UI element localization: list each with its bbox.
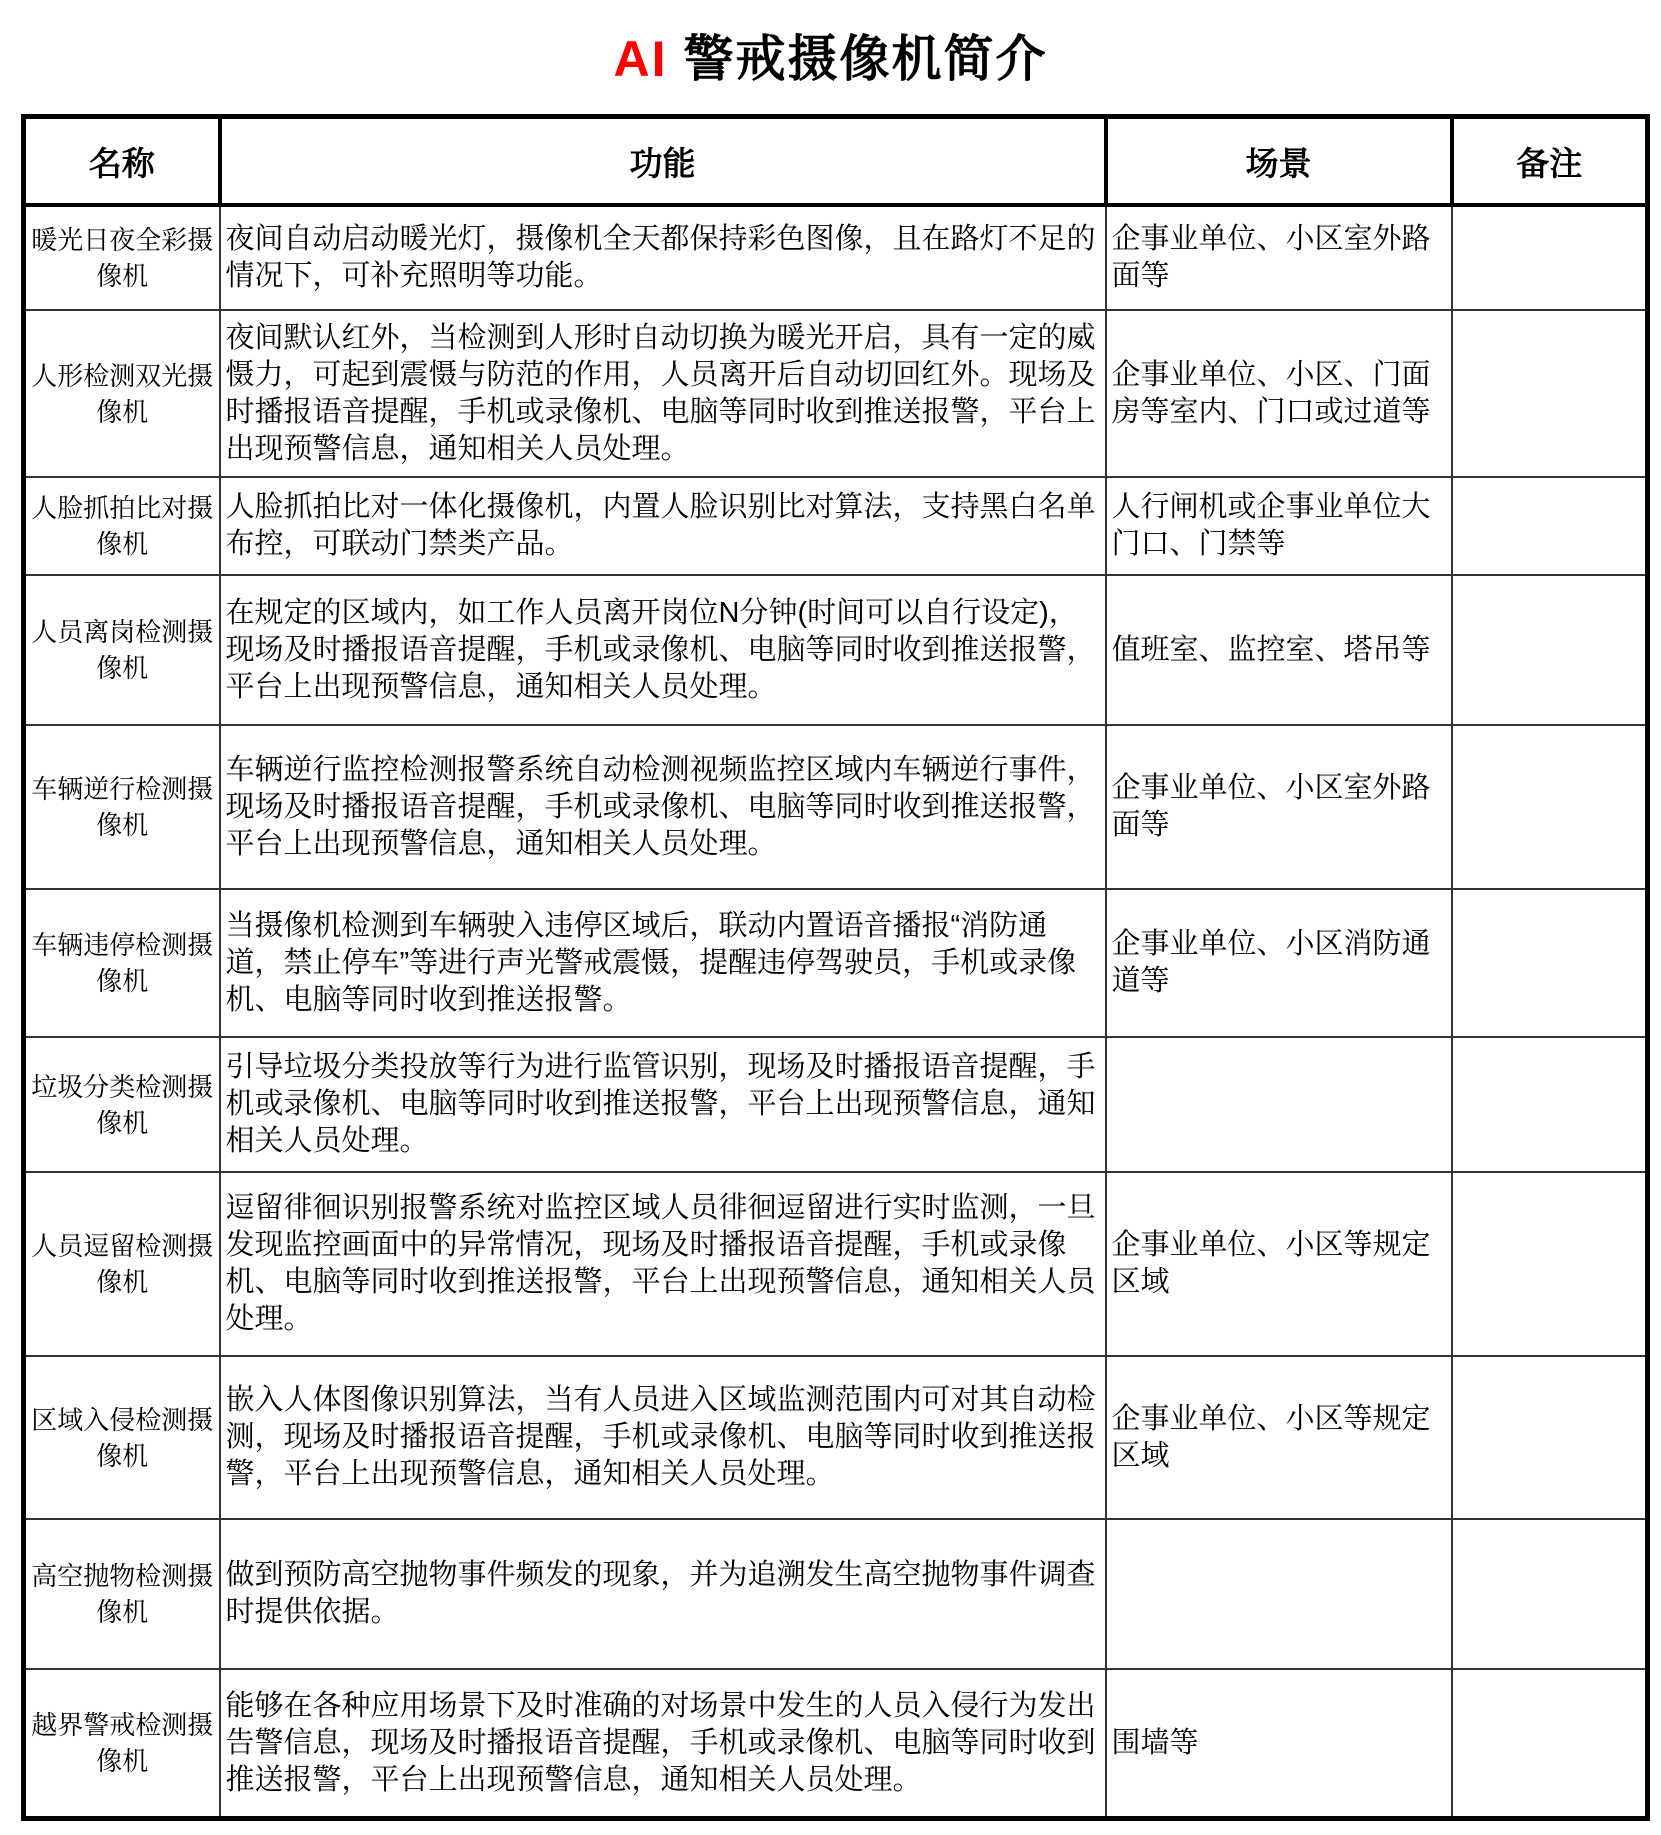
header-function: 功能 [220,117,1106,206]
table-row [24,1356,1648,1519]
note-cell [1452,575,1648,725]
title-text: 警戒摄像机简介 [667,31,1048,87]
note-cell [1452,1356,1648,1519]
header-row [24,117,1648,206]
note-cell [1452,1669,1648,1819]
table-row [24,575,1648,725]
header-note: 备注 [1452,117,1648,206]
table-row [24,310,1648,477]
table-body [24,205,1648,1819]
name-cell: 人脸抓拍比对摄像机 [24,477,220,575]
function-cell: 嵌入人体图像识别算法，当有人员进入区域监测范围内可对其自动检测，现场及时播报语音提醒，手机或录像机、电脑等同时收到推送报警，平台上出现预警信息，通知相关人员处理。 [220,1356,1106,1519]
name-cell: 车辆违停检测摄像机 [24,889,220,1037]
function-cell: 逗留徘徊识别报警系统对监控区域人员徘徊逗留进行实时监测，一旦发现监控画面中的异常情况，现场及时播报语音提醒，手机或录像机、电脑等同时收到推送报警，平台上出现预警信息，通知相关人员处理。 [220,1172,1106,1356]
function-cell: 车辆逆行监控检测报警系统自动检测视频监控区域内车辆逆行事件，现场及时播报语音提醒，手机或录像机、电脑等同时收到推送报警，平台上出现预警信息，通知相关人员处理。 [220,725,1106,889]
scene-cell: 企事业单位、小区消防通道等 [1106,889,1452,1037]
scene-cell: 企事业单位、小区等规定区域 [1106,1356,1452,1519]
name-cell: 人员离岗检测摄像机 [24,575,220,725]
function-cell: 在规定的区域内，如工作人员离开岗位N分钟(时间可以自行设定)，现场及时播报语音提醒，手机或录像机、电脑等同时收到推送报警，平台上出现预警信息，通知相关人员处理。 [220,575,1106,725]
scene-cell: 企事业单位、小区室外路面等 [1106,205,1452,310]
name-cell: 人员逗留检测摄像机 [24,1172,220,1356]
note-cell [1452,205,1648,310]
scene-cell: 企事业单位、小区、门面房等室内、门口或过道等 [1106,310,1452,477]
table-row [24,477,1648,575]
camera-table [21,114,1650,1821]
function-cell: 能够在各种应用场景下及时准确的对场景中发生的人员入侵行为发出告警信息，现场及时播报语音提醒，手机或录像机、电脑等同时收到推送报警，平台上出现预警信息，通知相关人员处理。 [220,1669,1106,1819]
table-row [24,1519,1648,1669]
note-cell [1452,477,1648,575]
function-cell: 做到预防高空抛物事件频发的现象，并为追溯发生高空抛物事件调查时提供依据。 [220,1519,1106,1669]
note-cell [1452,1172,1648,1356]
scene-cell [1106,1037,1452,1172]
scene-cell [1106,1519,1452,1669]
table-row [24,889,1648,1037]
note-cell [1452,310,1648,477]
note-cell [1452,725,1648,889]
function-cell: 引导垃圾分类投放等行为进行监管识别，现场及时播报语音提醒，手机或录像机、电脑等同时收到推送报警，平台上出现预警信息，通知相关人员处理。 [220,1037,1106,1172]
header-scene: 场景 [1106,117,1452,206]
name-cell: 人形检测双光摄像机 [24,310,220,477]
page-title [0,28,1661,90]
function-cell: 夜间自动启动暖光灯，摄像机全天都保持彩色图像，且在路灯不足的情况下，可补充照明等功能。 [220,205,1106,310]
name-cell: 车辆逆行检测摄像机 [24,725,220,889]
header-name: 名称 [24,117,220,206]
name-cell: 暖光日夜全彩摄像机 [24,205,220,310]
function-cell: 当摄像机检测到车辆驶入违停区域后，联动内置语音播报“消防通道，禁止停车”等进行声光警戒震慑，提醒违停驾驶员，手机或录像机、电脑等同时收到推送报警。 [220,889,1106,1037]
name-cell: 区域入侵检测摄像机 [24,1356,220,1519]
scene-cell: 人行闸机或企事业单位大门口、门禁等 [1106,477,1452,575]
name-cell: 垃圾分类检测摄像机 [24,1037,220,1172]
function-cell: 夜间默认红外，当检测到人形时自动切换为暖光开启，具有一定的威慑力，可起到震慑与防范的作用，人员离开后自动切回红外。现场及时播报语音提醒，手机或录像机、电脑等同时收到推送报警，平台上出现预警信息，通知相关人员处理。 [220,310,1106,477]
scene-cell: 值班室、监控室、塔吊等 [1106,575,1452,725]
table-row [24,725,1648,889]
table-row [24,1669,1648,1819]
name-cell: 越界警戒检测摄像机 [24,1669,220,1819]
table-row [24,1172,1648,1356]
name-cell: 高空抛物检测摄像机 [24,1519,220,1669]
note-cell [1452,1037,1648,1172]
note-cell [1452,889,1648,1037]
scene-cell: 围墙等 [1106,1669,1452,1819]
note-cell [1452,1519,1648,1669]
scene-cell: 企事业单位、小区室外路面等 [1106,725,1452,889]
table-row [24,1037,1648,1172]
scene-cell: 企事业单位、小区等规定区域 [1106,1172,1452,1356]
table-row [24,205,1648,310]
function-cell: 人脸抓拍比对一体化摄像机，内置人脸识别比对算法，支持黑白名单布控，可联动门禁类产品。 [220,477,1106,575]
title-accent: AI [613,31,668,87]
